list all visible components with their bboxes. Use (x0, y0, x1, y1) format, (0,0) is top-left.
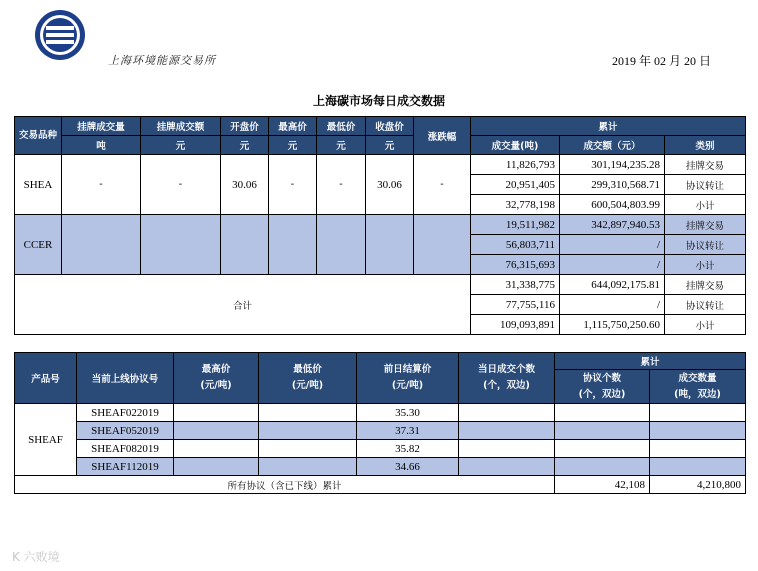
exchange-logo-icon (26, 8, 98, 64)
category-cell: 协议转让 (665, 235, 746, 255)
volume-cell: 11,826,793 (471, 155, 560, 175)
volume-cell: 31,338,775 (471, 275, 560, 295)
category-cell: 小计 (665, 315, 746, 335)
amount-cell: 301,194,235.28 (560, 155, 665, 175)
volume-cell: 109,093,891 (471, 315, 560, 335)
amount-cell: 1,115,750,250.60 (560, 315, 665, 335)
total-quantity: 4,210,800 (650, 476, 746, 494)
unit-high: 元 (269, 136, 317, 155)
volume-cell: 19,511,982 (471, 215, 560, 235)
shea-listed-volume: - (62, 155, 141, 215)
header-volume: 成交量(吨) (471, 136, 560, 155)
unit-listed-volume: 吨 (62, 136, 141, 155)
high-unit: (元/吨) (200, 380, 232, 391)
quantity-label: 成交数量 (678, 372, 717, 384)
unit-listed-amount: 元 (141, 136, 221, 155)
low-label: 最低价 (293, 364, 322, 375)
contract-cell: SHEAF082019 (77, 440, 174, 458)
volume-cell: 56,803,711 (471, 235, 560, 255)
volume-cell: 76,315,693 (471, 255, 560, 275)
unit-close: 元 (366, 136, 414, 155)
header-open: 开盘价 (221, 117, 269, 136)
daily-label: 当日成交个数 (477, 364, 535, 375)
ccer-high (269, 215, 317, 275)
amount-cell: / (560, 235, 665, 255)
category-cell: 挂牌交易 (665, 215, 746, 235)
header-product: 交易品种 (15, 117, 62, 155)
unit-open: 元 (221, 136, 269, 155)
all-contracts-total-label: 所有协议（含已下线）累计 (15, 476, 555, 494)
amount-cell: / (560, 295, 665, 315)
contract-cell: SHEAF052019 (77, 422, 174, 440)
quantity-unit: (吨，双边) (674, 388, 721, 400)
category-cell: 挂牌交易 (665, 275, 746, 295)
header-contract: 当前上线协议号 (77, 353, 174, 404)
ccer-low (317, 215, 366, 275)
product-ccer: CCER (15, 215, 62, 275)
header-high-price (174, 353, 259, 404)
amount-cell: / (560, 255, 665, 275)
report-date: 2019 年 02 月 20 日 (612, 54, 712, 68)
high-label: 最高价 (201, 364, 231, 375)
count-label: 协议个数 (582, 372, 621, 384)
amount-cell: 299,310,568.71 (560, 175, 665, 195)
header-contract-count (555, 370, 650, 404)
header-category: 类别 (665, 136, 746, 155)
header-daily-count (459, 353, 555, 404)
shea-close: 30.06 (366, 155, 414, 215)
settle-label: 前日结算价 (383, 364, 432, 375)
settle-cell: 35.82 (357, 440, 459, 458)
volume-cell: 32,778,198 (471, 195, 560, 215)
settle-cell: 35.30 (357, 404, 459, 422)
table-row (15, 440, 746, 458)
header-amount: 成交额（元） (560, 136, 665, 155)
shea-high: - (269, 155, 317, 215)
ccer-listed-amount (141, 215, 221, 275)
header-product-code: 产品号 (15, 353, 77, 404)
table-row (15, 404, 746, 422)
unit-low: 元 (317, 136, 366, 155)
category-cell: 小计 (665, 255, 746, 275)
settle-unit: (元/吨) (391, 380, 424, 391)
table-row (15, 422, 746, 440)
watermark: K 六败境 (12, 550, 60, 564)
header-low: 最低价 (317, 117, 366, 136)
shea-open: 30.06 (221, 155, 269, 215)
logo-text: 上海环境能源交易所 (108, 54, 216, 67)
total-count: 42,108 (555, 476, 650, 494)
header-change: 涨跌幅 (414, 117, 471, 155)
shea-change: - (414, 155, 471, 215)
amount-cell: 644,092,175.81 (560, 275, 665, 295)
amount-cell: 342,897,940.53 (560, 215, 665, 235)
header-listed-volume: 挂牌成交量 (62, 117, 141, 136)
daily-unit: (个，双边) (483, 380, 530, 391)
header-settle-price (357, 353, 459, 404)
table-row (15, 155, 746, 175)
shea-listed-amount: - (141, 155, 221, 215)
ccer-change (414, 215, 471, 275)
volume-cell: 20,951,405 (471, 175, 560, 195)
count-unit: (个，双边) (578, 388, 626, 400)
amount-cell: 600,504,803.99 (560, 195, 665, 215)
header-listed-amount: 挂牌成交额 (141, 117, 221, 136)
low-unit: (元/吨) (291, 380, 324, 391)
header-close: 收盘价 (366, 117, 414, 136)
futures-contract-table (14, 352, 746, 494)
table-row (15, 476, 746, 494)
volume-cell: 77,755,116 (471, 295, 560, 315)
category-cell: 协议转让 (665, 295, 746, 315)
shea-low: - (317, 155, 366, 215)
total-label: 合计 (15, 275, 471, 335)
page-title: 上海碳市场每日成交数据 (312, 94, 445, 108)
header-cumulative-2: 累计 (555, 353, 746, 370)
table-row (15, 458, 746, 476)
contract-cell: SHEAF112019 (77, 458, 174, 476)
settle-cell: 37.31 (357, 422, 459, 440)
category-cell: 小计 (665, 195, 746, 215)
contract-cell: SHEAF022019 (77, 404, 174, 422)
category-cell: 挂牌交易 (665, 155, 746, 175)
category-cell: 协议转让 (665, 175, 746, 195)
header-cumulative: 累计 (471, 117, 746, 136)
product-shea: SHEA (15, 155, 62, 215)
ccer-listed-volume (62, 215, 141, 275)
settle-cell: 34.66 (357, 458, 459, 476)
table-row (15, 215, 746, 235)
ccer-open (221, 215, 269, 275)
header-low-price (259, 353, 357, 404)
product-sheaf: SHEAF (15, 404, 77, 476)
daily-trade-table (14, 116, 746, 335)
ccer-close (366, 215, 414, 275)
header-quantity (650, 370, 746, 404)
table-row (15, 275, 746, 295)
header-high: 最高价 (269, 117, 317, 136)
